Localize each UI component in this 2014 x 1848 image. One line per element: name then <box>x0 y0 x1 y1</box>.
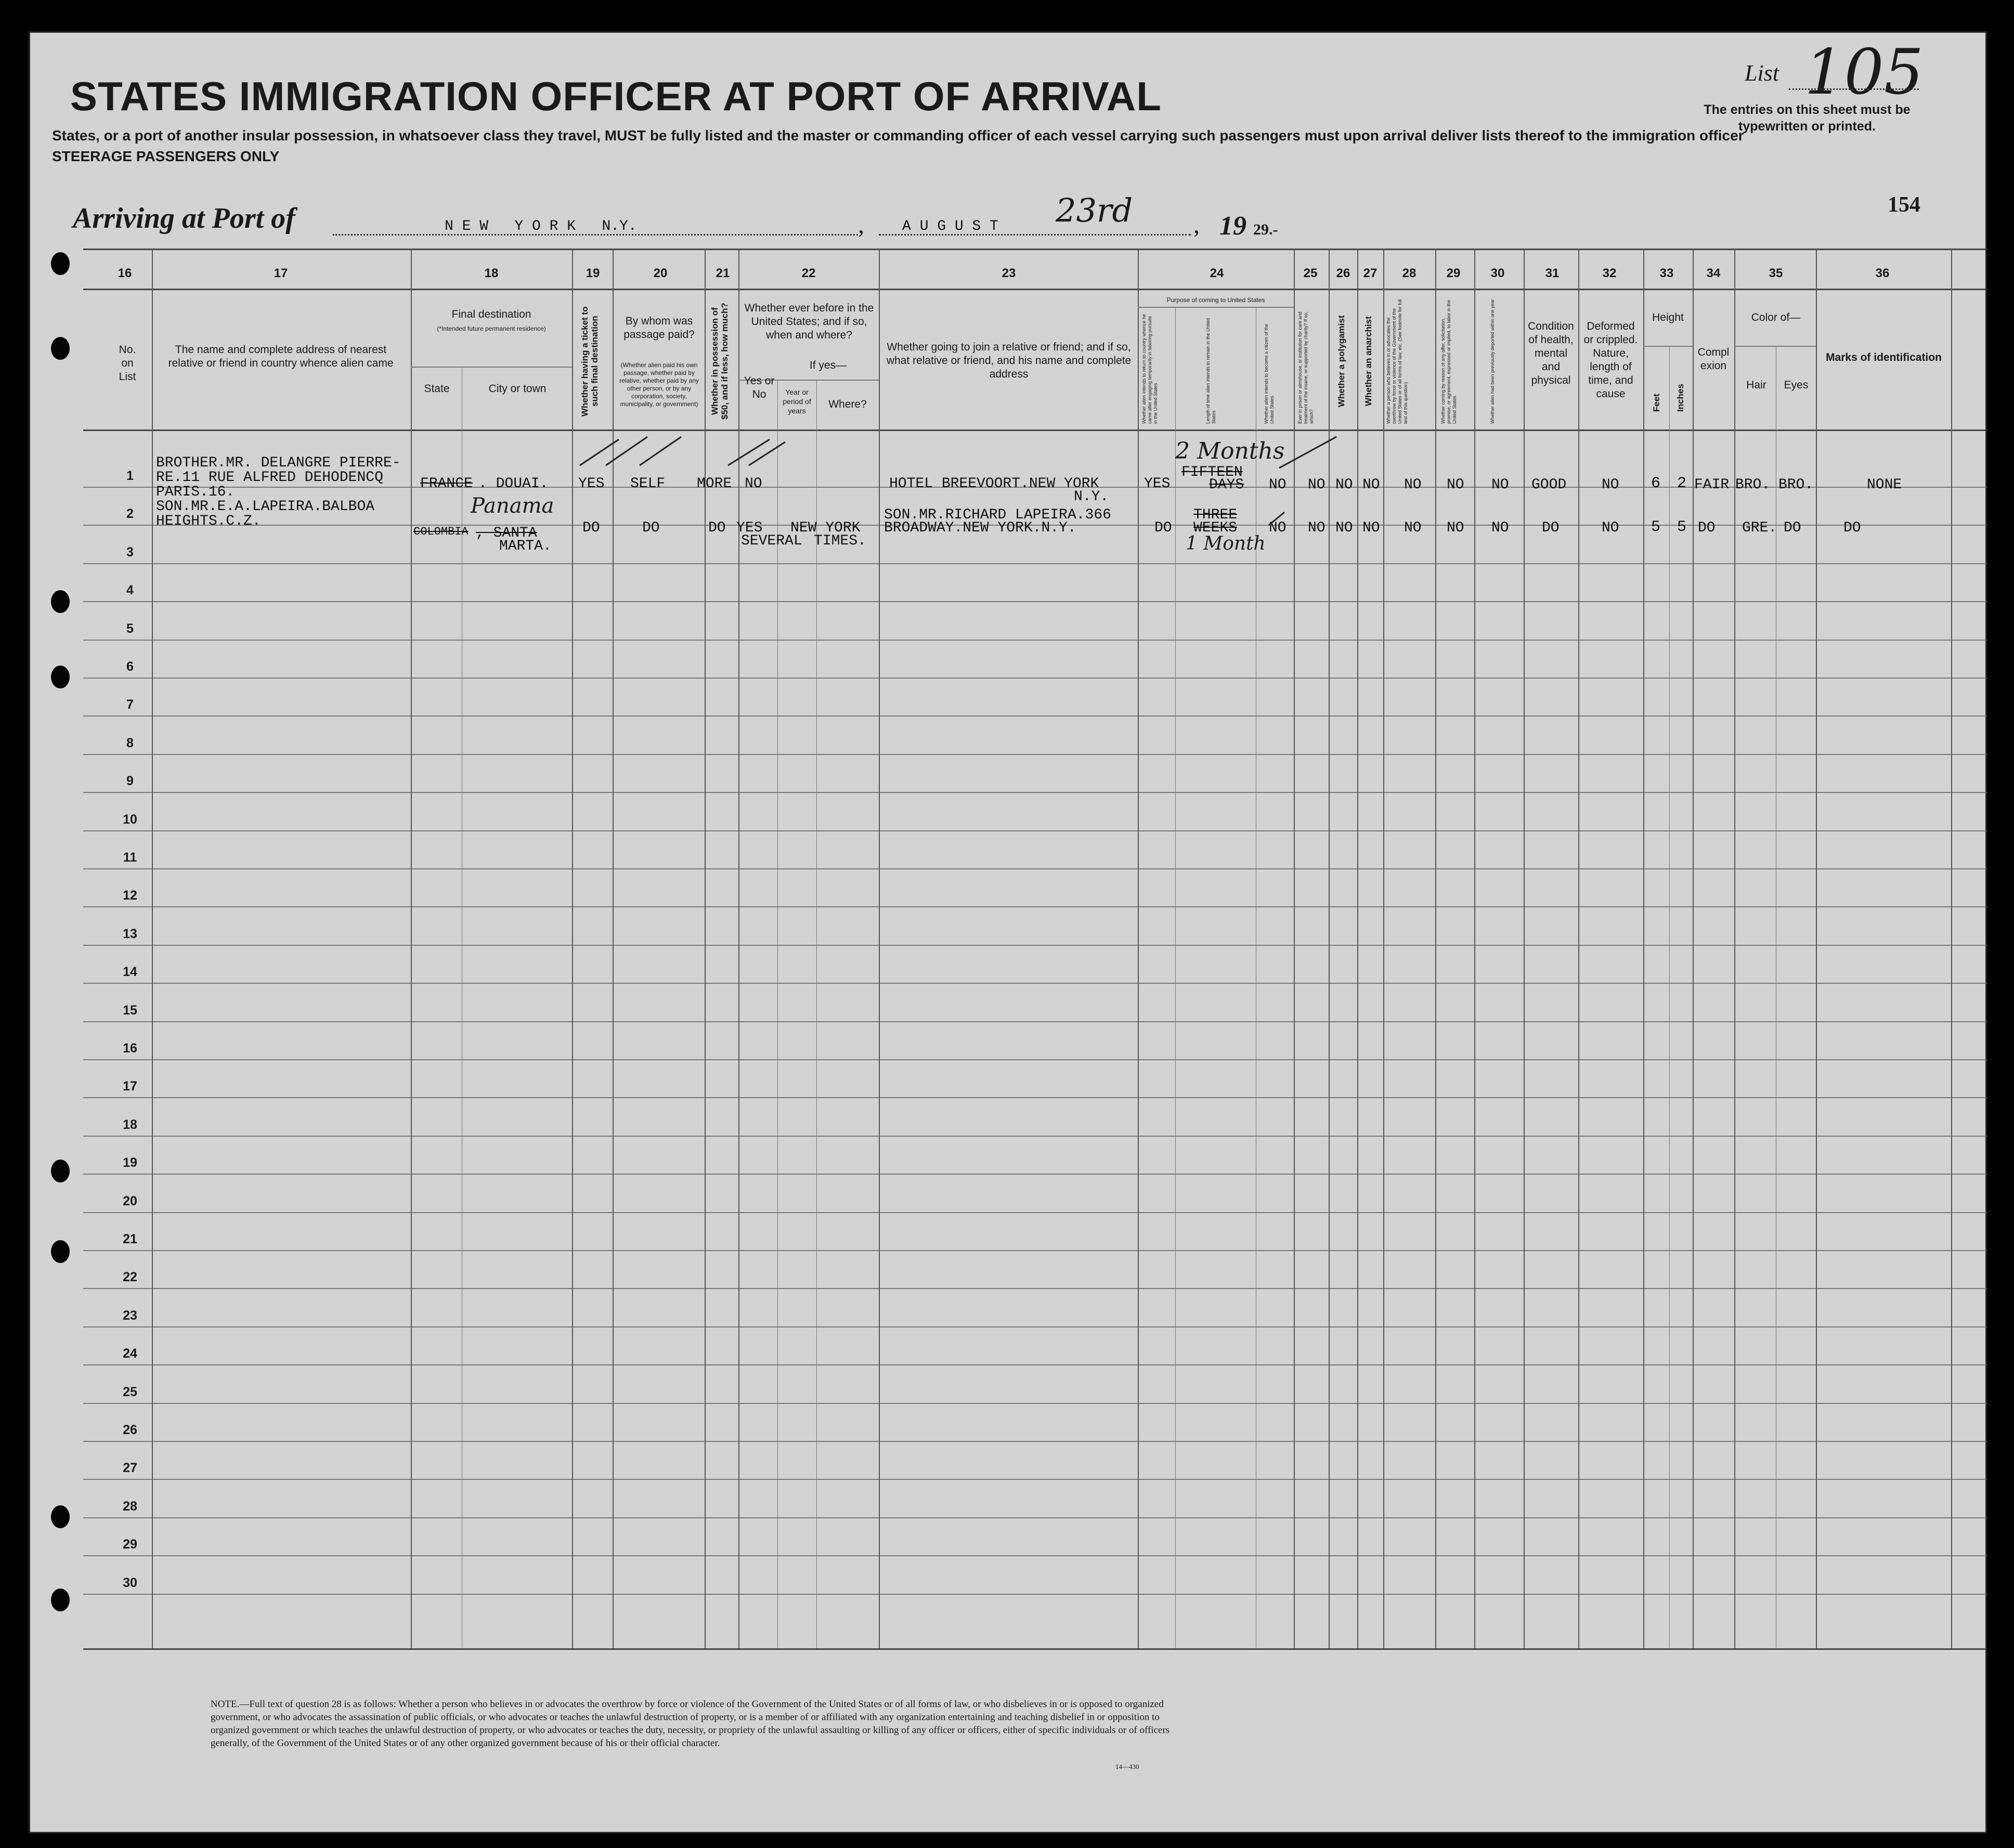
row-number: 13 <box>123 926 137 941</box>
colnum: 28 <box>1402 266 1417 280</box>
row-line <box>83 1441 1986 1442</box>
comma: , <box>858 211 864 239</box>
row-line <box>83 1517 1986 1518</box>
deported-caption: Whether alien had been previously deported within one year <box>1490 299 1495 424</box>
port-value: N E W Y O R K N.Y. <box>445 218 637 235</box>
row2-ever-year: SEVERAL <box>741 533 802 549</box>
page-title: STATES IMMIGRATION OFFICER AT PORT OF ARRIVAL <box>70 73 1162 119</box>
ever-before-caption: Whether ever before in the United States; and if so, when and where? <box>744 302 874 341</box>
row-number: 12 <box>123 888 137 903</box>
row1-prison: NO <box>1308 477 1326 493</box>
row1-purpose-b-hand: 2 Months <box>1175 438 1285 464</box>
prison-caption: Ever in prison or almshouse, or institution for care and treatment of the insane, or supported by charity? If so, which? <box>1297 311 1314 424</box>
relative-caption: The name and complete address of nearest relative or friend in country whence alien came <box>168 344 394 369</box>
colnum: 26 <box>1336 266 1350 280</box>
row1-purpose-c: NO <box>1269 477 1287 493</box>
check-mark <box>749 442 785 465</box>
colnum: 20 <box>653 266 668 280</box>
row2-prison: NO <box>1308 520 1326 536</box>
row-line <box>83 1212 1986 1213</box>
row2-ticket: DO <box>582 520 600 536</box>
row2-purpose-c: NO <box>1269 520 1287 536</box>
row-number: 2 <box>126 506 134 522</box>
colnum: 31 <box>1545 266 1560 280</box>
row-line <box>83 1021 1986 1022</box>
purpose-b-caption: Length of time alien intends to remain in the United States <box>1205 318 1216 424</box>
complexion-caption: Complexion <box>1697 346 1730 372</box>
row2-relative-line1: SON.MR.E.A.LAPEIRA.BALBOA <box>156 499 375 515</box>
eyes-caption: Eyes <box>1784 379 1809 391</box>
final-destination-caption: Final destination <box>451 308 531 320</box>
no-on-list-caption: No. on List <box>119 344 136 383</box>
year-suffix: 29.- <box>1253 221 1278 238</box>
row-number: 20 <box>123 1193 137 1208</box>
row1-hair: BRO. <box>1735 477 1771 493</box>
row2-purpose-b-hand: 1 Month <box>1186 533 1266 554</box>
row1-city: . DOUAI. <box>478 476 549 492</box>
colnum: 32 <box>1602 266 1617 280</box>
row2-state-hand: Panama <box>471 494 554 518</box>
row1-eyes: BRO. <box>1778 477 1814 493</box>
inches-caption: Inches <box>1675 384 1685 412</box>
row-number: 18 <box>123 1117 137 1132</box>
row-number: 29 <box>123 1537 137 1552</box>
row2-state: COLOMBIA <box>413 525 469 538</box>
row-number: 23 <box>123 1308 137 1323</box>
row2-by-whom: DO <box>642 520 660 536</box>
row-number: 15 <box>123 1003 137 1018</box>
color-of-caption: Color of— <box>1751 311 1801 323</box>
row2-feet: 5 <box>1651 518 1661 536</box>
row2-hair: GRE. <box>1742 520 1777 536</box>
row2-purpose-a: DO <box>1154 520 1172 536</box>
row2-inches: 5 <box>1677 518 1687 536</box>
colnum: 22 <box>801 266 816 280</box>
purpose-caption: Purpose of coming to United States <box>1166 296 1265 304</box>
row2-ever-where2: TIMES. <box>814 533 866 549</box>
colnum: 23 <box>1002 266 1016 280</box>
purpose-c-caption: Whether alien intends to become a citizen of the United States <box>1264 323 1275 424</box>
colnum: 33 <box>1659 266 1674 280</box>
row-number: 9 <box>126 774 134 789</box>
row-line <box>83 1250 1986 1251</box>
colnum: 25 <box>1303 266 1318 280</box>
row2-deformed: NO <box>1602 520 1619 536</box>
row1-join-line1: HOTEL BREEVOORT.NEW YORK <box>889 476 1099 492</box>
offer-caption: Whether coming by reason of any offer, solicitation, promise, or agreement, expressed or implied, to labor in the United States <box>1440 300 1457 424</box>
row-number: 22 <box>123 1270 137 1285</box>
handwritten-checkmarks <box>0 0 2014 572</box>
row2-health: DO <box>1542 520 1560 536</box>
health-caption: Condition of health, mental and physical <box>1528 320 1574 386</box>
row1-purpose-a: YES <box>1144 476 1171 492</box>
colnum: 21 <box>716 266 730 280</box>
row-number: 25 <box>123 1384 137 1399</box>
row2-city-line2: MARTA. <box>499 538 552 554</box>
join-caption: Whether going to join a relative or friend; and if so, what relative or friend, and his name and complete address <box>886 341 1132 380</box>
row1-relative-line3: PARIS.16. <box>156 484 235 500</box>
row1-fifty: MORE <box>697 476 732 492</box>
row-line <box>83 715 1986 717</box>
row-number: 7 <box>126 697 134 712</box>
colnum: 24 <box>1210 266 1224 280</box>
row2-join-line2: BROADWAY.NEW YORK.N.Y. <box>884 520 1076 536</box>
colnum: 19 <box>586 266 600 280</box>
city-caption: City or town <box>488 383 547 395</box>
row2-city: , SANTA <box>476 525 537 541</box>
ticket-caption: Whether having a ticket to such final destination <box>580 306 600 417</box>
binder-hole <box>51 590 70 613</box>
row1-feet: 6 <box>1651 475 1661 492</box>
row1-purpose-b-line2: DAYS <box>1209 477 1244 493</box>
binder-hole <box>51 1240 70 1263</box>
row2-purpose-b-line2: WEEKS <box>1193 520 1238 536</box>
row2-anarchist: NO <box>1362 520 1380 536</box>
check-mark <box>1269 512 1284 525</box>
row-line <box>83 945 1986 946</box>
header-subtitle: States, or a port of another insular possession, in whatsoever class they travel, MUST be fully listed and the master or commanding officer of each vessel carrying such passengers must upon arrival deliver lists thereof to the immigration officer <box>52 127 1744 144</box>
colnum: 36 <box>1875 266 1890 280</box>
row-line <box>83 1136 1986 1137</box>
colnum: 17 <box>274 266 288 280</box>
colnum: 34 <box>1706 266 1721 280</box>
row-number: 10 <box>123 812 137 827</box>
colnum: 30 <box>1490 266 1505 280</box>
row1-ticket: YES <box>578 476 605 492</box>
row2-polygamist: NO <box>1335 520 1353 536</box>
row-line <box>83 792 1986 793</box>
row2-purpose-b-line1: THREE <box>1193 507 1238 523</box>
check-mark <box>606 437 647 465</box>
row2-fifty: DO <box>708 520 726 536</box>
row2-relative-line2: HEIGHTS.C.Z. <box>156 513 261 529</box>
row1-health: GOOD <box>1531 477 1567 493</box>
binder-hole <box>51 1160 70 1182</box>
year-prefix: 19 <box>1219 211 1246 241</box>
row-number: 6 <box>126 659 134 674</box>
row-line <box>83 1326 1986 1328</box>
year-period-caption: Year or period of years <box>783 388 811 415</box>
row-line <box>83 601 1986 602</box>
row-line <box>83 1174 1986 1175</box>
row1-deformed: NO <box>1602 477 1619 493</box>
row1-relative-line2: RE.11 RUE ALFRED DEHODENCQ <box>156 470 383 486</box>
row-line <box>83 1364 1986 1365</box>
row1-deported: NO <box>1491 477 1509 493</box>
row-line <box>83 1479 1986 1480</box>
row1-relative-line1: BROTHER.MR. DELANGRE PIERRE- <box>156 455 401 471</box>
check-mark <box>1279 437 1336 468</box>
row2-offer: NO <box>1447 520 1464 536</box>
row-line <box>83 983 1986 984</box>
page-number: 154 <box>1888 193 1920 217</box>
row-line <box>83 1403 1986 1404</box>
row1-inches: 2 <box>1677 475 1687 492</box>
row-line <box>83 1555 1986 1556</box>
comma2: , <box>1193 211 1200 239</box>
by-whom-caption: By whom was passage paid? <box>623 315 695 341</box>
row1-ever: NO <box>745 476 762 492</box>
row-line <box>83 640 1986 641</box>
row2-deported: NO <box>1491 520 1509 536</box>
entries-note: The entries on this sheet must be typewritten or printed. <box>1704 102 1911 134</box>
row-line <box>83 1097 1986 1098</box>
steerage-label: STEERAGE PASSENGERS ONLY <box>52 148 280 164</box>
row2-join-line1: SON.MR.RICHARD LAPEIRA.366 <box>884 507 1111 523</box>
row-number: 26 <box>123 1423 137 1437</box>
row1-by-whom: SELF <box>630 476 666 492</box>
table-bottom-line <box>83 1648 1986 1650</box>
row1-overthrow: NO <box>1404 477 1422 493</box>
colnum: 35 <box>1769 266 1783 280</box>
list-number: 105 <box>1804 36 1924 109</box>
check-mark <box>728 439 770 465</box>
row-number: 30 <box>123 1575 137 1590</box>
colnum: 16 <box>118 266 132 280</box>
row-line <box>83 906 1986 907</box>
row-number: 14 <box>123 965 137 980</box>
row1-complexion: FAIR <box>1694 477 1730 493</box>
row2-eyes: DO <box>1784 520 1801 536</box>
row-line <box>83 754 1986 755</box>
feet-caption: Feet <box>1652 394 1661 412</box>
check-mark <box>640 437 681 465</box>
row1-offer: NO <box>1447 477 1464 493</box>
if-yes-caption: If yes— <box>809 359 847 371</box>
arriving-label: Arriving at Port of <box>73 202 295 235</box>
row-number: 3 <box>126 544 134 559</box>
row1-purpose-b-line1: FIFTEEN <box>1181 464 1243 480</box>
row-line <box>83 868 1986 869</box>
overthrow-caption: Whether a person who believes in or advocates the overthrow by force or violence of the Government of the United States or of all forms of law, etc. (See footnote for full text of this question) <box>1386 299 1408 424</box>
row-number: 5 <box>126 621 134 636</box>
row-number: 21 <box>123 1232 137 1246</box>
row2-ever-where: NEW YORK <box>790 520 861 536</box>
colnum: 27 <box>1363 266 1378 280</box>
binder-hole <box>51 1589 70 1611</box>
where-caption: Where? <box>828 398 867 410</box>
colnum: 18 <box>484 266 499 280</box>
month-value: A U G U S T <box>902 218 998 235</box>
row1-state: FRANCE <box>420 476 473 492</box>
row-line <box>83 1594 1986 1595</box>
row1-marks: NONE <box>1867 477 1902 493</box>
fifty-caption: Whether in possession of $50, and if less, how much? <box>710 303 730 420</box>
row-number: 11 <box>123 850 137 865</box>
row-line <box>83 1288 1986 1289</box>
binder-hole <box>51 1505 70 1528</box>
row-number: 27 <box>123 1461 137 1476</box>
row2-complexion: DO <box>1698 520 1716 536</box>
row-number: 4 <box>126 583 134 598</box>
row-number: 1 <box>126 468 134 483</box>
row-line <box>83 1059 1986 1060</box>
row-number: 16 <box>123 1041 137 1056</box>
row1-polygamist: NO <box>1335 477 1353 493</box>
row2-marks: DO <box>1843 520 1861 536</box>
binder-hole <box>51 666 70 688</box>
row2-ever: YES <box>736 520 763 536</box>
row-number: 17 <box>123 1079 137 1094</box>
marks-caption: Marks of identification <box>1826 352 1942 363</box>
polygamist-caption: Whether a polygamist <box>1336 315 1346 408</box>
check-mark <box>580 439 619 465</box>
row-line <box>83 678 1986 679</box>
list-label: List <box>1745 60 1779 86</box>
by-whom-note: (Whether alien paid his own passage, whether paid by relative, whether paid by any other person, or by any corporation, society, municipality, or government) <box>619 361 699 408</box>
day-value: 23rd <box>1056 191 1133 229</box>
yes-no-caption: Yes or No <box>744 375 775 400</box>
row-number: 24 <box>123 1346 137 1361</box>
anarchist-caption: Whether an anarchist <box>1363 316 1373 407</box>
row-number: 8 <box>126 735 134 750</box>
deformed-caption: Deformed or crippled. Nature, length of time, and cause <box>1583 320 1638 400</box>
purpose-a-caption: Whether alien intends to return to country whence he came after engaging temporarily in laboring pursuits in the United States <box>1141 314 1158 424</box>
hair-caption: Hair <box>1746 379 1766 391</box>
final-destination-note: (*Intended future permanent residence) <box>437 325 546 332</box>
height-caption: Height <box>1652 311 1684 323</box>
row-number: 19 <box>123 1155 137 1170</box>
row1-join-line2: N.Y. <box>1074 489 1109 505</box>
footnote: NOTE.—Full text of question 28 is as follows: Whether a person who believes in or advocates the overthrow by force or violence of the Government of the United States or of all forms of law, or who disbelieves in or is opposed to organized government, or who advocates the assassination of public officials, or who advocates or teaches the unlawful destruction of property, or is a member of or affiliated with any organization entertaining and teaching disbelief in or opposition to organized government or which teaches the unlawful destruction of property, or who advocates or teaches the duty, necessity, or propriety of the unlawful assaulting or killing of any officer or officers, either of specific individuals or of officers generally, of the Government of the United States or of any other organized government because of his or their official character. <box>211 1699 1170 1749</box>
row2-overthrow: NO <box>1404 520 1422 536</box>
row-number: 28 <box>123 1499 137 1514</box>
form-number: 14—430 <box>1115 1763 1139 1771</box>
colnum: 29 <box>1446 266 1461 280</box>
row1-anarchist: NO <box>1362 477 1380 493</box>
state-caption: State <box>424 383 450 395</box>
row-line <box>83 830 1986 831</box>
